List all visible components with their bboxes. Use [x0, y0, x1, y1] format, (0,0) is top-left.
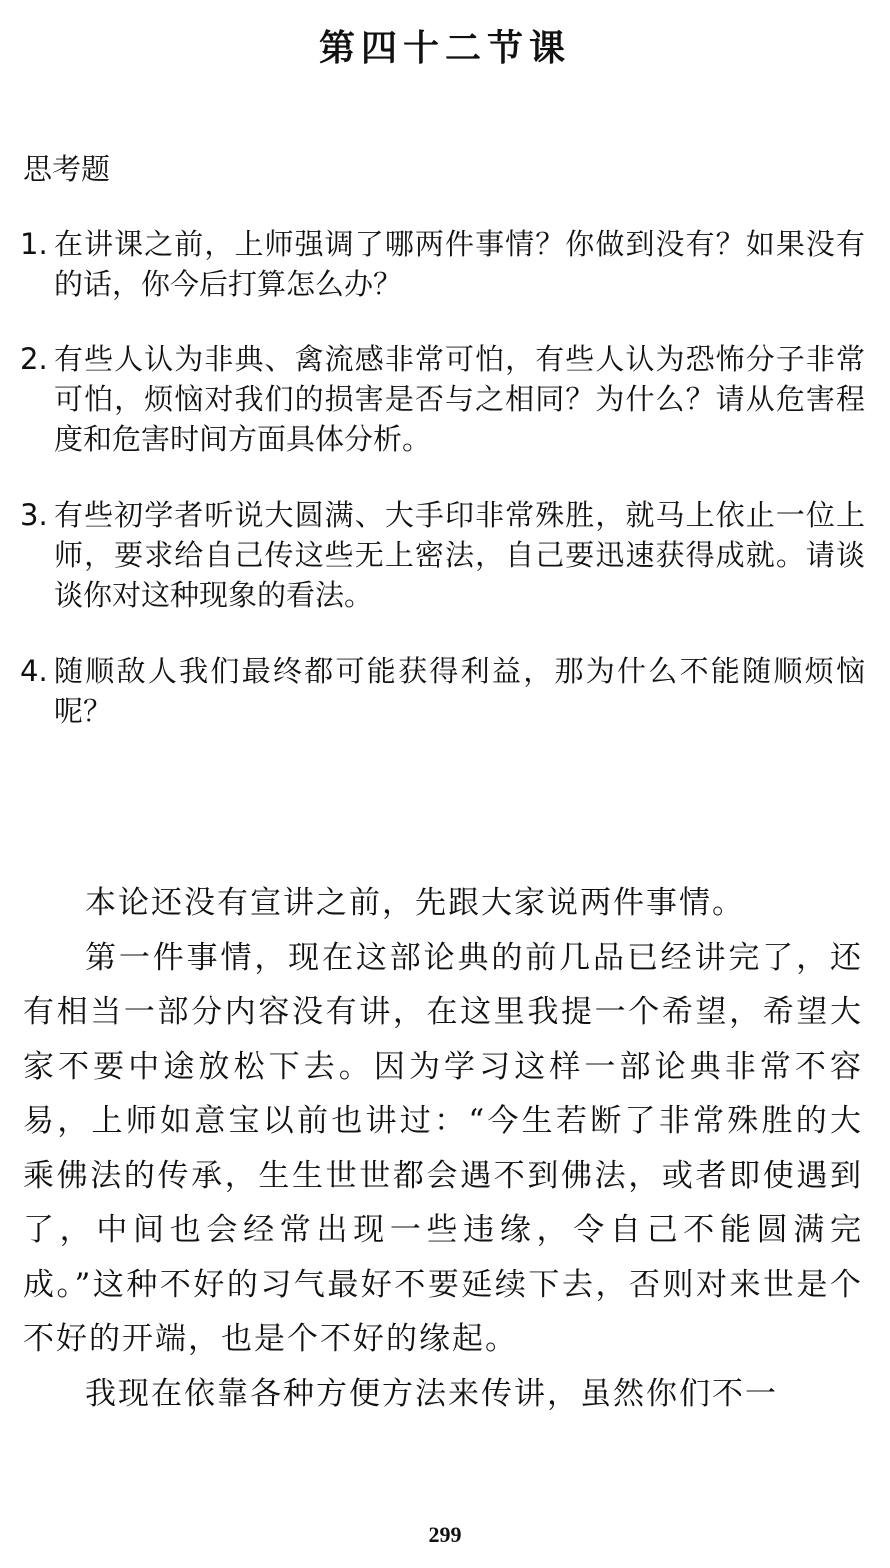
question-text: 有些初学者听说大圆满、大手印非常殊胜，就马上依止一位上师，要求给自己传这些无上密法，自己要迅速获得成就。请谈谈你对这种现象的看法。: [54, 498, 865, 612]
question-number: 1.: [20, 227, 48, 261]
question-item: [20, 651, 865, 731]
question-item: [20, 495, 865, 615]
page-number: 299: [428, 1522, 462, 1547]
body-paragraph: 本论还没有宣讲之前，先跟大家说两件事情。: [85, 885, 745, 921]
question-text: 在讲课之前，上师强调了哪两件事情？你做到没有？如果没有的话，你今后打算怎么办？: [54, 227, 865, 301]
body-paragraph: 我现在依靠各种方便方法来传讲，虽然你们不一: [85, 1375, 778, 1412]
lesson-title: 第四十二节课: [318, 27, 571, 69]
question-number: 3.: [20, 498, 48, 532]
question-item: [20, 224, 865, 304]
question-item: [20, 339, 865, 459]
body-paragraph: 第一件事情，现在这部论典的前几品已经讲完了，还有相当一部分内容没有讲，在这里我提一个希望，希望大家不要中途放松下去。因为学习这样一部论典非常不容易，上师如意宝以前也讲过：“今生若断了非常殊胜的大乘佛法的传承，生生世世都会遇不到佛法，或者即使遇到了，中间也会经常出现一些违缘，令自己不能圆满完成。”这种不好的习气最好不要延续下去，否则对来世是个不好的开端，也是个不好的缘起。: [23, 939, 863, 1357]
question-text: 有些人认为非典、禽流感非常可怕，有些人认为恐怖分子非常可怕，烦恼对我们的损害是否与之相同？为什么？请从危害程度和危害时间方面具体分析。: [54, 342, 865, 456]
questions-heading: 思考题: [23, 152, 111, 186]
question-number: 2.: [20, 342, 48, 376]
question-text: 随顺敌人我们最终都可能获得利益，那为什么不能随顺烦恼呢？: [54, 654, 865, 728]
body-text: [23, 876, 863, 1421]
question-number: 4.: [20, 654, 48, 688]
